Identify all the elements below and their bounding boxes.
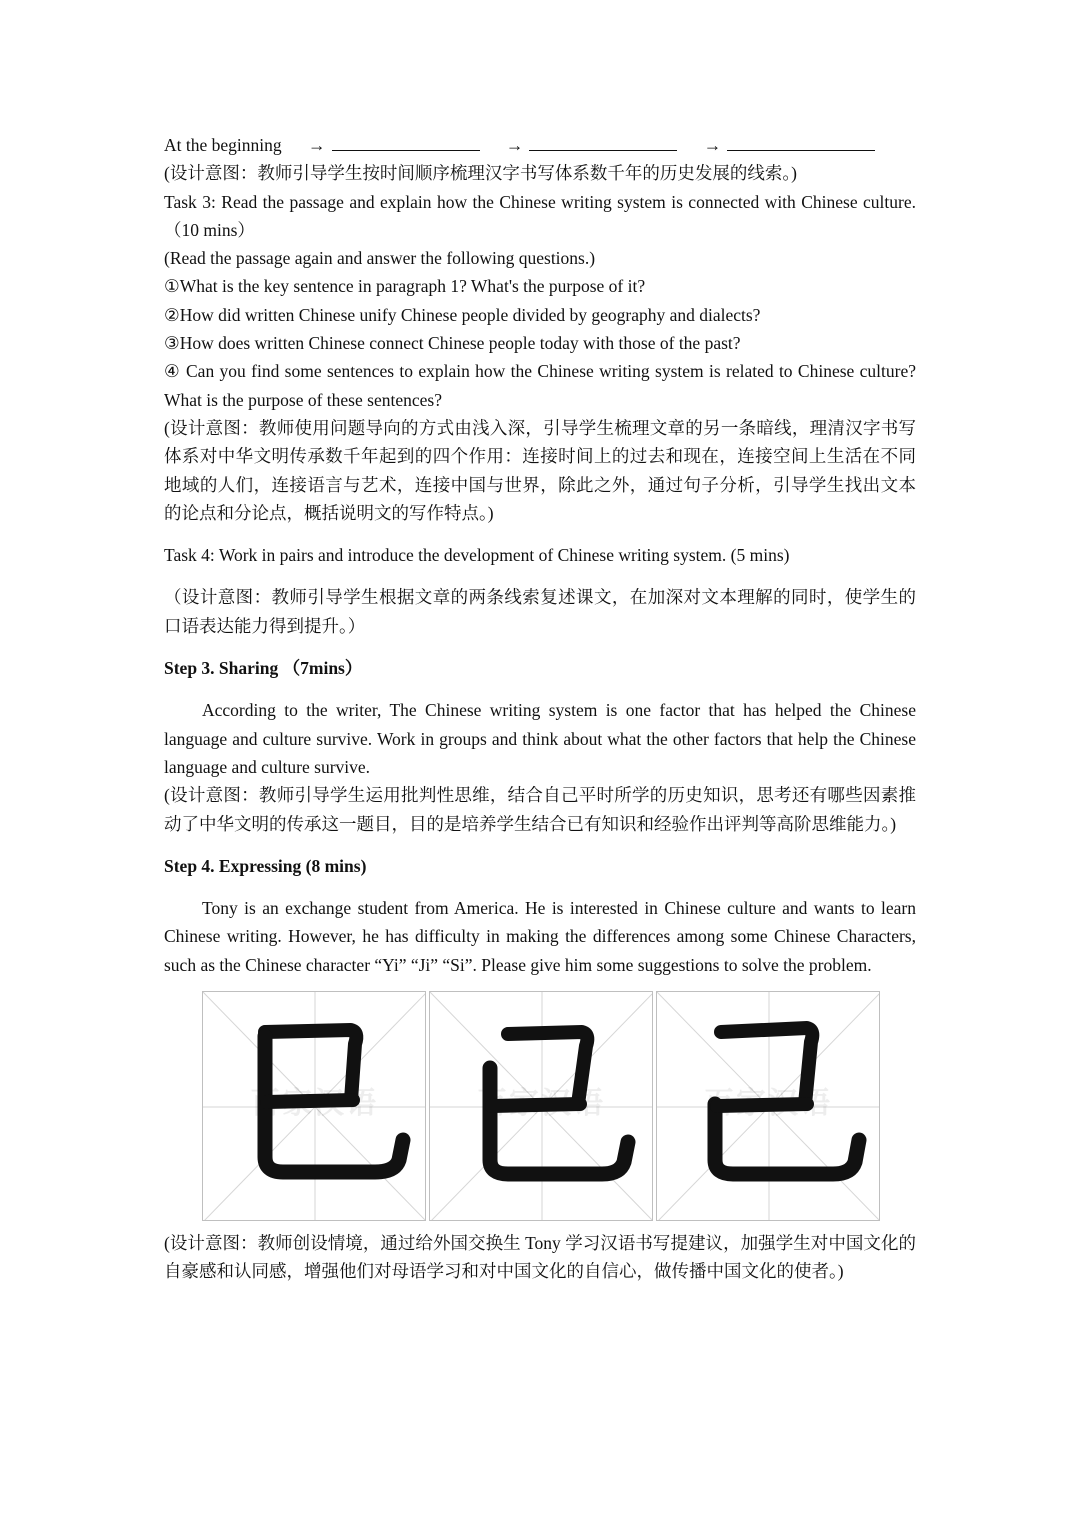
step3-heading: Step 3. Sharing （7mins） <box>164 658 363 679</box>
document-body <box>164 131 916 1286</box>
question-3: ③How does written Chinese connect Chinese people today with those of the past? <box>164 333 741 354</box>
character-box-ji <box>656 991 880 1221</box>
design-intent-4: (设计意图：教师引导学生运用批判性思维，结合自己平时所学的历史知识，思考还有哪些因素推动了中华文明的传承这一题目，目的是培养学生结合已有知识和经验作出评判等高阶思维能力。) <box>164 785 916 834</box>
expressing-paragraph: Tony is an exchange student from America. He is interested in Chinese culture and wants to learn Chinese writing. However, he has difficulty in making the differences among some Chinese Characters, such as the Chinese character “Yi” “Ji” “Si”. Please give him some suggestions to solve the problem. <box>164 898 916 975</box>
step4-heading: Step 4. Expressing (8 mins) <box>164 855 367 876</box>
character-box-si <box>202 991 426 1221</box>
sharing-paragraph: According to the writer, The Chinese writing system is one factor that has helped the Chinese language and culture survive. Work in groups and think about what the other factors that help the Chinese language and culture survive. <box>164 700 916 777</box>
question-4: ④ Can you find some sentences to explain how the Chinese writing system is related to Chinese culture? What is the purpose of these sentences? <box>164 361 916 410</box>
task4-heading: Task 4: Work in pairs and introduce the development of Chinese writing system. (5 mins) <box>164 545 790 566</box>
arrow-icon: → <box>703 135 722 155</box>
watermark: 百家汉语 <box>704 1086 832 1122</box>
timeline-blank-3 <box>727 131 875 151</box>
character-box-yi <box>429 991 653 1221</box>
arrow-icon: → <box>308 135 326 155</box>
character-comparison <box>202 991 916 1221</box>
design-intent-5: (设计意图：教师创设情境，通过给外国交换生 Tony 学习汉语书写提建议，加强学生对中国文化的自豪感和认同感，增强他们对母语学习和对中国文化的自信心，做传播中国文化的使者。) <box>164 1233 916 1282</box>
task3-intro: (Read the passage again and answer the following questions.) <box>164 248 596 269</box>
character-glyph-ji <box>657 992 880 1221</box>
watermark: 百家汉语 <box>477 1086 605 1122</box>
task3-heading: Task 3: Read the passage and explain how the Chinese writing system is connected with Chinese culture.（10 mins） <box>164 191 916 240</box>
watermark: 百家汉语 <box>250 1086 378 1122</box>
timeline-start: At the beginning <box>164 135 282 155</box>
arrow-icon: → <box>505 135 524 155</box>
question-1: ①What is the key sentence in paragraph 1? What's the purpose of it? <box>164 276 646 297</box>
design-intent-3: （设计意图：教师引导学生根据文章的两条线索复述课文，在加深对文本理解的同时，使学生的口语表达能力得到提升。） <box>164 587 916 636</box>
character-glyph-si <box>203 992 426 1221</box>
design-intent-2: (设计意图：教师使用问题导向的方式由浅入深，引导学生梳理文章的另一条暗线，理清汉字书写体系对中华文明传承数千年起到的四个作用：连接时间上的过去和现在，连接空间上生活在不同地域的人们，连接语言与艺术，连接中国与世界，除此之外，通过句子分析，引导学生找出文本的论点和分论点，概括说明文的写作特点。) <box>164 417 916 523</box>
question-2: ②How did written Chinese unify Chinese people divided by geography and dialects? <box>164 304 761 325</box>
timeline-blank-2 <box>529 131 677 151</box>
design-intent-1: (设计意图：教师引导学生按时间顺序梳理汉字书写体系数千年的历史发展的线索。) <box>164 163 797 184</box>
timeline-blank-1 <box>332 131 480 151</box>
character-glyph-yi <box>430 992 653 1221</box>
timeline-row <box>164 131 916 159</box>
